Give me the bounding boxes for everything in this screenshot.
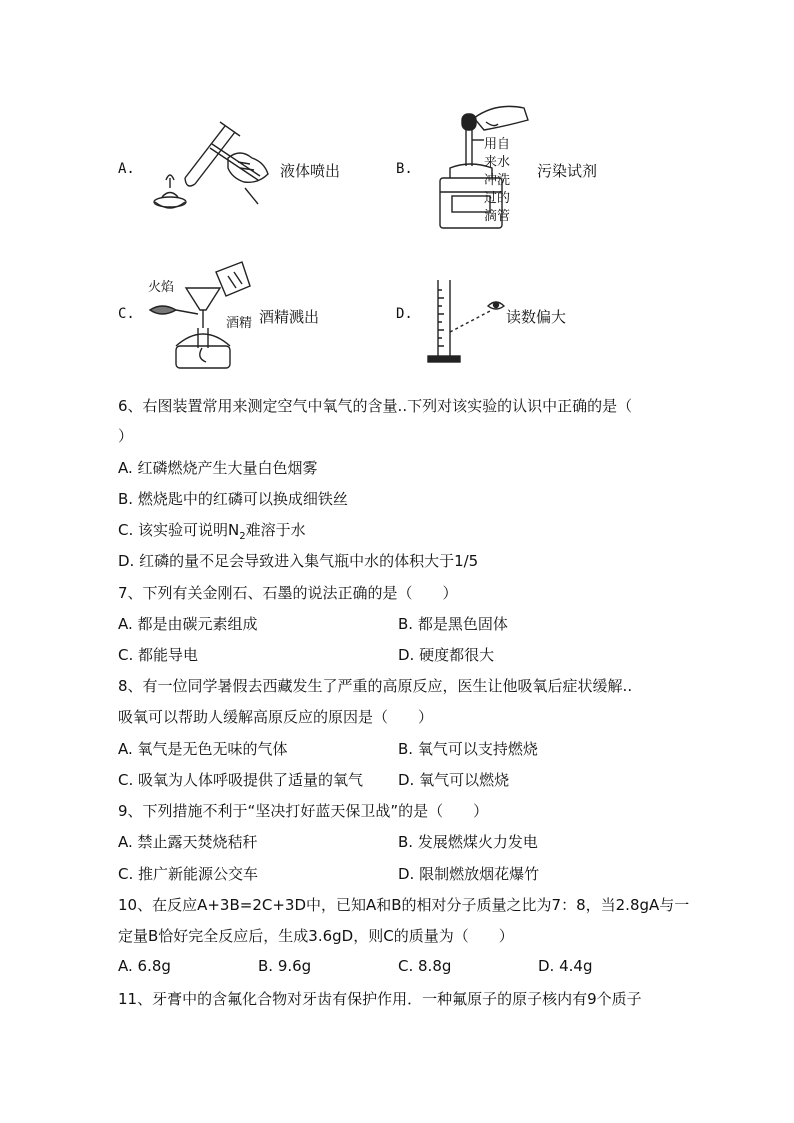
- q10-option-a: A. 6.8g: [118, 957, 171, 975]
- option-b-caption: 污染试剂: [537, 162, 598, 180]
- q8-stem-2: 吸氧可以帮助人缓解高原反应的原因是（ ）: [118, 708, 434, 726]
- q10-stem-2: 定量B恰好完全反应后，生成3.6gD，则C的质量为（ ）: [118, 927, 514, 945]
- q6-stem-text: 6、右图装置常用来测定空气中氧气的含量..下列对该实验的认识中正确的是（: [118, 397, 633, 415]
- q6-stem: [118, 395, 632, 416]
- option-b-side-note: [484, 136, 510, 226]
- side-note-line: 来水: [484, 155, 511, 170]
- q6-option-c-text: C. 该实验可说明N: [118, 521, 240, 539]
- option-d-illustration: [426, 276, 516, 366]
- q10-option-c: C. 8.8g: [398, 957, 452, 975]
- flame-label: 火焰: [148, 280, 175, 295]
- q6-option-b: B. 燃烧匙中的红磷可以换成细铁丝: [118, 490, 348, 508]
- q7-stem: 7、下列有关金刚石、石墨的说法正确的是（ ）: [118, 584, 458, 602]
- q9-option-a: A. 禁止露天焚烧秸秆: [118, 833, 258, 851]
- q6-option-c: [118, 519, 306, 542]
- q8-option-a: A. 氧气是无色无味的气体: [118, 740, 288, 758]
- q6-option-d: D. 红磷的量不足会导致进入集气瓶中水的体积大于1/5: [118, 552, 479, 570]
- option-a-letter: A.: [118, 161, 135, 177]
- option-a-illustration: [140, 118, 280, 218]
- option-d-letter: D.: [396, 306, 413, 322]
- q10-option-b: B. 9.6g: [258, 957, 312, 975]
- q11-stem: 11、牙膏中的含氟化合物对牙齿有保护作用．一种氟原子的原子核内有9个质子: [118, 990, 642, 1008]
- q8-option-b: B. 氧气可以支持燃烧: [398, 740, 538, 758]
- side-note-line: 用自: [484, 137, 511, 152]
- q8-option-d: D. 氧气可以燃烧: [398, 771, 510, 789]
- q9-option-c: C. 推广新能源公交车: [118, 865, 259, 883]
- alcohol-label: 酒精: [226, 316, 253, 331]
- q7-option-d: D. 硬度都很大: [398, 646, 495, 664]
- q9-option-d: D. 限制燃放烟花爆竹: [398, 865, 540, 883]
- option-c-letter: C.: [118, 306, 135, 322]
- q6-stem-tail: ）: [118, 427, 134, 445]
- q9-option-b: B. 发展燃煤火力发电: [398, 833, 538, 851]
- side-note-line: 冲洗: [484, 173, 511, 188]
- q10-option-d: D. 4.4g: [538, 957, 593, 975]
- q7-option-c: C. 都能导电: [118, 646, 199, 664]
- q8-option-c: C. 吸氧为人体呼吸提供了适量的氧气: [118, 771, 364, 789]
- option-c-caption: 酒精溅出: [259, 308, 320, 326]
- q6-option-c-subscript: 2: [239, 531, 246, 542]
- q7-option-a: A. 都是由碳元素组成: [118, 615, 258, 633]
- option-b-letter: B.: [396, 161, 413, 177]
- option-d-caption: 读数偏大: [506, 308, 567, 326]
- q10-stem: 10、在反应A+3B=2C+3D中，已知A和B的相对分子质量之比为7：8，当2.8gA与一: [118, 896, 690, 914]
- side-note-line: 过的: [484, 191, 511, 206]
- q6-option-a: A. 红磷燃烧产生大量白色烟雾: [118, 459, 318, 477]
- q9-stem: 9、下列措施不利于“坚决打好蓝天保卫战”的是（ ）: [118, 802, 489, 820]
- q8-stem: 8、有一位同学暑假去西藏发生了严重的高原反应，医生让他吸氧后症状缓解..: [118, 677, 633, 695]
- q6-option-c-tail: 难溶于水: [245, 521, 306, 539]
- q7-option-b: B. 都是黑色固体: [398, 615, 508, 633]
- side-note-line: 滴管: [484, 209, 511, 224]
- option-a-caption: 液体喷出: [280, 162, 341, 180]
